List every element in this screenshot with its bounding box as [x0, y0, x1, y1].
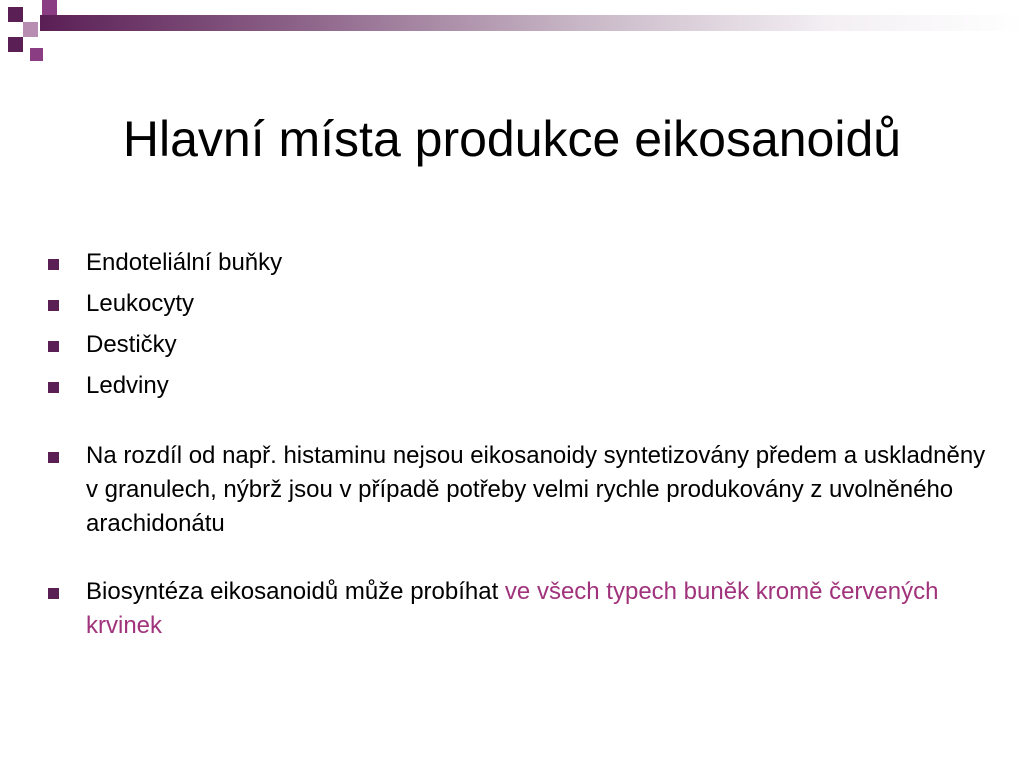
header-gradient-bar: [40, 15, 1024, 31]
list-item-label: Destičky: [86, 331, 177, 358]
list-item: [48, 328, 988, 362]
square-bullet-icon: [48, 300, 59, 311]
square-bullet-icon: [48, 259, 59, 270]
paragraph-text: Na rozdíl od např. histaminu nejsou eikosanoidy syntetizovány předem a uskladněny v granulech, nýbrž jsou v případě potřeby velmi rychle produkovány z uvolněného arachidonátu: [86, 442, 986, 537]
square-bullet-icon: [48, 588, 59, 599]
highlighted-text: ve všech typech buněk kromě červených krvinek: [86, 578, 939, 639]
decor-square: [8, 7, 23, 22]
decor-square: [8, 37, 23, 52]
slide-content: [48, 246, 988, 643]
list-item-label: Leukocyty: [86, 290, 195, 317]
square-bullet-icon: [48, 341, 59, 352]
top-decoration: [0, 0, 1024, 62]
square-bullet-icon: [48, 382, 59, 393]
list-item: [48, 369, 988, 403]
decor-square: [30, 48, 43, 61]
paragraph-histamine: [48, 439, 988, 541]
slide-title: Hlavní místa produkce eikosanoidů: [122, 111, 902, 167]
square-bullet-icon: [48, 452, 59, 463]
decor-square: [23, 22, 38, 37]
list-item: [48, 246, 988, 280]
list-item-label: Endoteliální buňky: [86, 249, 283, 276]
paragraph-text: Biosyntéza eikosanoidů může probíhat: [86, 578, 505, 605]
list-item: [48, 287, 988, 321]
decor-square: [42, 0, 57, 15]
list-item-label: Ledviny: [86, 372, 169, 399]
paragraph-biosynthesis: [48, 575, 988, 643]
